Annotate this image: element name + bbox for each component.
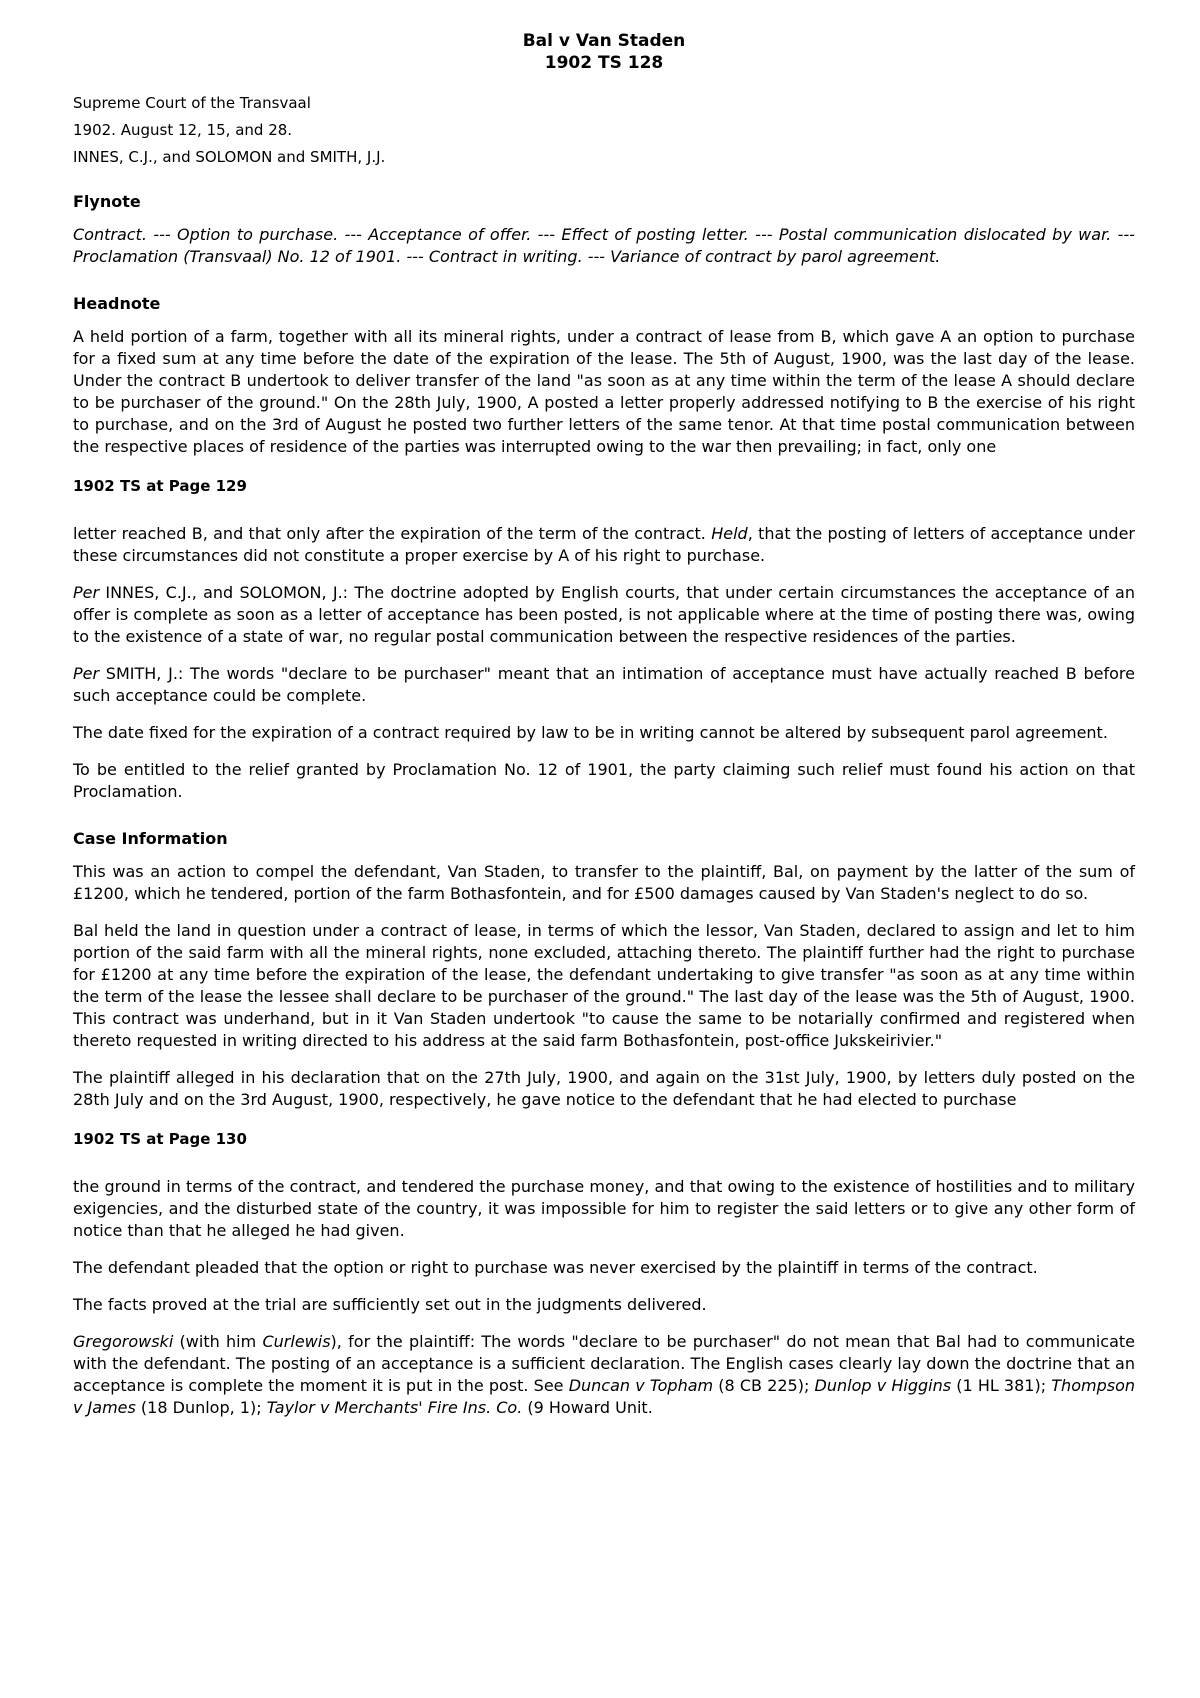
case-info-paragraph-1: This was an action to compel the defendant, Van Staden, to transfer to the plaintiff, Bal, on payment by the latter of the sum of £1200, which he tendered, portion of the farm Bothasfontein, and for £500 damages caused by Van Staden's neglect to do so.: [73, 862, 1135, 903]
hearing-dates: 1902. August 12, 15, and 28.: [73, 121, 293, 139]
case-info-paragraph-6: The facts proved at the trial are sufficiently set out in the judgments delivered.: [73, 1295, 707, 1314]
headnote-paragraph-4: [73, 663, 1135, 707]
text-run: letter reached B, and that only after the expiration of the term of the contract.: [73, 524, 706, 543]
case-info-paragraph-5: The defendant pleaded that the option or right to purchase was never exercised by the plaintiff in terms of the contract.: [73, 1258, 1038, 1277]
per-italic: Per: [73, 664, 100, 683]
text-run: (8 CB 225);: [713, 1376, 815, 1395]
text-run: (with him: [173, 1332, 263, 1351]
document-page: [73, 30, 1135, 1434]
court-details: [73, 94, 1135, 166]
case-info-paragraph-3: The plaintiff alleged in his declaration that on the 27th July, 1900, and again on the 31st July, 1900, by letters duly posted on the 28th July and on the 3rd August, 1900, respectively, he gave notice to the defendant that he had elected to purchase: [73, 1068, 1135, 1109]
counsel-name: Gregorowski: [73, 1332, 174, 1351]
judges: INNES, C.J., and SOLOMON and SMITH, J.J.: [73, 148, 386, 166]
case-citation-italic: Dunlop v Higgins: [814, 1376, 952, 1395]
case-citation-italic: Duncan v Topham: [568, 1376, 714, 1395]
page-marker-130: 1902 TS at Page 130: [73, 1130, 247, 1148]
text-run: (18 Dunlop, 1);: [135, 1398, 267, 1417]
held-italic: Held: [711, 524, 748, 543]
case-citation: 1902 TS 128: [544, 53, 664, 73]
text-run: , that the posting of letters of acceptance under these circumstances did not constitute a proper exercise by A of his right to purchase.: [73, 524, 1136, 565]
headnote-paragraph-6: To be entitled to the relief granted by Proclamation No. 12 of 1901, the party claiming such relief must found his action on that Proclamation.: [73, 760, 1135, 801]
case-information-heading: Case Information: [73, 829, 228, 848]
case-citation-italic: Taylor v Merchants' Fire Ins. Co.: [266, 1398, 523, 1417]
text-run: (1 HL 381);: [951, 1376, 1052, 1395]
flynote-text: [73, 224, 1135, 268]
counsel-name: Curlewis: [262, 1332, 331, 1351]
case-citation-italic: Thompson v James: [73, 1376, 1135, 1417]
case-info-paragraph-7: [73, 1331, 1135, 1419]
headnote-paragraph-5: The date fixed for the expiration of a contract required by law to be in writing cannot be altered by subsequent parol agreement.: [73, 723, 1108, 742]
text-run: (9 Howard Unit.: [522, 1398, 653, 1417]
headnote-paragraph-3: [73, 582, 1135, 648]
text-run: ), for the plaintiff: The words "declare to be purchaser" do not mean that Bal had to communicate with the defendant. The posting of an acceptance is a sufficient declaration. The English cases clearly lay down the doctrine that an acceptance is complete the moment it is put in the post. See: [73, 1332, 1136, 1395]
headnote-paragraph-1: A held portion of a farm, together with all its mineral rights, under a contract of lease from B, which gave A an option to purchase for a fixed sum at any time before the date of the expiration of the lease. The 5th of August, 1900, was the last day of the lease. Under the contract B undertook to deliver transfer of the land "as soon as at any time within the term of the lease A should declare to be purchaser of the ground." On the 28th July, 1900, A posted a letter properly addressed notifying to B the exercise of his right to purchase, and on the 3rd of August he posted two further letters of the same tenor. At that time postal communication between the respective places of residence of the parties was interrupted owing to the war then prevailing; in fact, only one: [73, 327, 1135, 456]
text-run: INNES, C.J., and SOLOMON, J.: The doctrine adopted by English courts, that under certain circumstances the acceptance of an offer is complete as soon as a letter of acceptance has been posted, is not applicable where at the time of posting there was, owing to the existence of a state of war, no regular postal communication between the respective residences of the parties.: [73, 583, 1135, 646]
court-name: Supreme Court of the Transvaal: [73, 94, 311, 112]
text-run: SMITH, J.: The words "declare to be purchaser" meant that an intimation of acceptance must have actually reached B before such acceptance could be complete.: [73, 664, 1135, 705]
per-italic: Per: [73, 583, 100, 602]
page-marker-129: 1902 TS at Page 129: [73, 477, 247, 495]
flynote-italic-text: Contract. --- Option to purchase. --- Acceptance of offer. --- Effect of posting letter. --- Postal communication dislocated by war. --- Proclamation (Transvaal) No. 12 of 1901. --- Contract in writing. --- Variance of contract by parol agreement.: [73, 225, 1135, 266]
flynote-heading: Flynote: [73, 192, 141, 211]
case-info-paragraph-2: Bal held the land in question under a contract of lease, in terms of which the lessor, Van Staden, declared to assign and let to him portion of the said farm with all the mineral rights, none excluded, attaching thereto. The plaintiff further had the right to purchase for £1200 at any time before the expiration of the lease, the defendant undertaking to give transfer "as soon as at any time within the term of the lease the lessee shall declare to be purchaser of the ground." The last day of the lease was the 5th of August, 1900. This contract was underhand, but in it Van Staden undertook "to cause the same to be notarially confirmed and registered when thereto requested in writing directed to his address at the said farm Bothasfontein, post-office Jukskeirivier.": [73, 921, 1135, 1050]
headnote-paragraph-2: [73, 523, 1135, 567]
case-title: Bal v Van Staden: [522, 31, 686, 51]
case-info-paragraph-4: the ground in terms of the contract, and tendered the purchase money, and that owing to the existence of hostilities and to military exigencies, and the disturbed state of the country, it was impossible for him to register the said letters or to give any other form of notice than that he alleged he had given.: [73, 1177, 1135, 1240]
headnote-heading: Headnote: [73, 294, 161, 313]
